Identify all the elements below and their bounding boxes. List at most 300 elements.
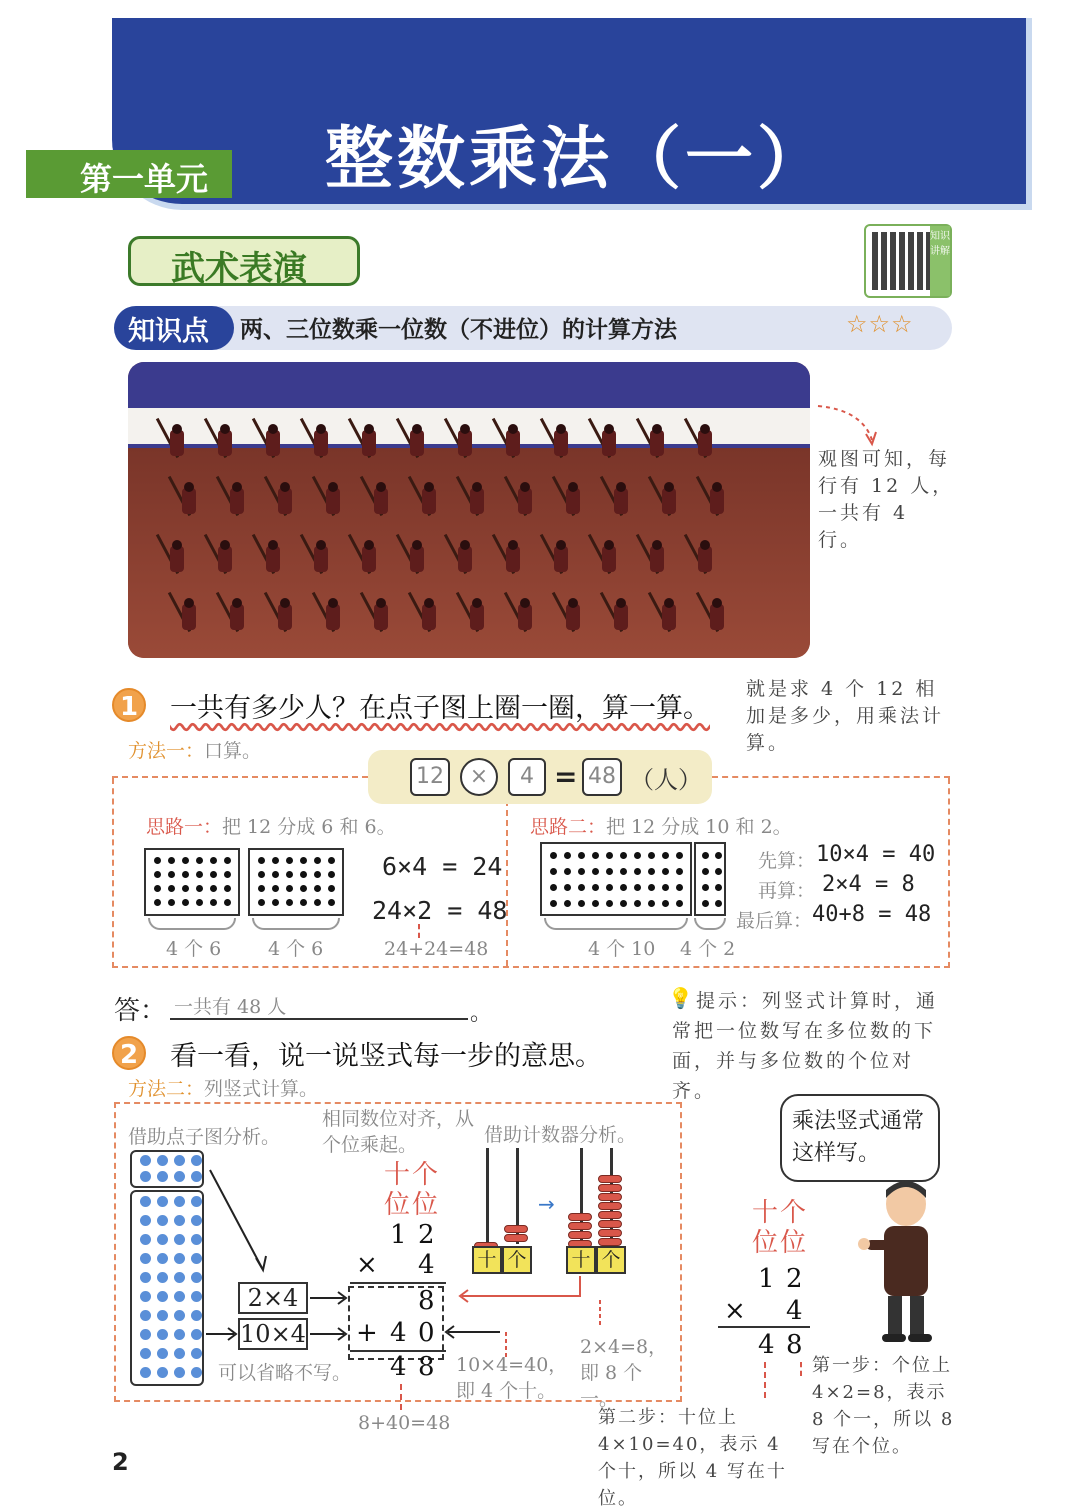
equation-a: 12 (410, 758, 450, 796)
step-2-label: 再算： (758, 880, 816, 902)
abacus-2-ten: 十 (566, 1246, 596, 1274)
dot-grid-6b (258, 857, 335, 906)
dot (620, 852, 627, 859)
performer-figure (320, 482, 346, 520)
dot (592, 852, 599, 859)
blue-dot (174, 1310, 185, 1321)
s-top-2: 2 (786, 1264, 803, 1294)
dot (182, 871, 189, 878)
qr-code[interactable] (864, 224, 952, 298)
dot (168, 871, 175, 878)
dot (592, 884, 599, 891)
method-one-label: 方法一： (128, 740, 205, 762)
stage-roof (128, 362, 810, 408)
step-3-label: 最后算： (736, 910, 813, 932)
place-one-char-1: 个 (412, 1160, 439, 1190)
answer-label: 答： (114, 996, 167, 1026)
dot (606, 884, 613, 891)
blue-dot (174, 1291, 185, 1302)
hint-text: 提示：列竖式计算时，通常把一位数写在多位数的下面，并与多位数的个位对齐。 (672, 990, 939, 1102)
ten-note: 10×4=40，即 4 个十。 (456, 1354, 568, 1402)
s-place-one-char-1: 个 (780, 1198, 807, 1228)
martial-arts-illustration (128, 362, 810, 658)
dot (300, 899, 307, 906)
performer-figure (176, 598, 202, 636)
performer-figure (560, 482, 586, 520)
dot (676, 868, 683, 875)
dot (578, 900, 585, 907)
performer-figure (704, 482, 730, 520)
dot (286, 885, 293, 892)
dot (272, 899, 279, 906)
place-ten-char-2: 位 (384, 1190, 411, 1220)
one-note: 2×4=8，即 8 个一。 (580, 1336, 668, 1410)
abacus-bead-ten (568, 1231, 592, 1239)
idea-one-label: 思路一： (146, 816, 223, 838)
performer-figure (416, 598, 442, 636)
performer-figure (224, 598, 250, 636)
s-times: × (724, 1296, 746, 1326)
abacus-1-rod-ten (486, 1148, 489, 1244)
abacus-bead-ten (568, 1222, 592, 1230)
abacus-bead-one (598, 1238, 622, 1246)
dot (272, 857, 279, 864)
performer-figure (260, 540, 286, 578)
brace-3-label: 4 个 10 (588, 938, 656, 960)
dot (182, 899, 189, 906)
dot (300, 857, 307, 864)
sum-arrow (418, 924, 420, 938)
performer-figure (512, 482, 538, 520)
dot (648, 900, 655, 907)
v-line-1 (350, 1282, 446, 1284)
dot-panel-2 (694, 842, 726, 916)
equation-result: 48 (582, 758, 622, 796)
v-plus: + (356, 1318, 378, 1348)
abacus-bead-one (598, 1220, 622, 1228)
question-1-number: 1 (112, 688, 146, 722)
dot (620, 900, 627, 907)
dot (592, 868, 599, 875)
blue-dot (140, 1310, 151, 1321)
blue-dot (140, 1291, 151, 1302)
idea-two-label: 思路二： (530, 816, 607, 838)
dot (258, 885, 265, 892)
lightbulb-icon: 💡 (668, 986, 693, 1010)
method-two (128, 1074, 318, 1101)
dot (676, 884, 683, 891)
box-top-right (712, 776, 950, 778)
brace-2 (252, 918, 340, 930)
dot (182, 857, 189, 864)
dot-grid-10 (550, 852, 683, 907)
dot-panel-10 (540, 842, 692, 916)
dot (300, 871, 307, 878)
speech-bubble: 乘法竖式通常这样写。 (780, 1094, 940, 1182)
s-r1: 4 (758, 1330, 775, 1360)
dot (715, 884, 722, 891)
dot (328, 857, 335, 864)
performer-figure (500, 424, 526, 462)
omit-note: 可以省略不写。 (218, 1362, 352, 1384)
dot (662, 900, 669, 907)
dot-panel-6b (248, 848, 344, 916)
box-2x4: 2×4 (238, 1282, 308, 1314)
performer-figure (608, 482, 634, 520)
dot (224, 899, 231, 906)
step-2: 2×4 = 8 (822, 872, 915, 897)
dot (634, 900, 641, 907)
note-arrow (812, 400, 882, 450)
performer-figure (464, 598, 490, 636)
s-top-1: 1 (758, 1264, 775, 1294)
performer-figure (692, 540, 718, 578)
dot (550, 852, 557, 859)
blue-dot (157, 1234, 168, 1245)
performer-figure (164, 540, 190, 578)
s-arrow-ten (764, 1362, 766, 1398)
method-two-label: 方法二： (128, 1078, 205, 1100)
dot (314, 871, 321, 878)
dot (258, 857, 265, 864)
step-1-note: 第一步：个位上 4×2=8，表示 8 个一，所以 8 写在个位。 (812, 1355, 955, 1457)
dot (168, 885, 175, 892)
dot (286, 899, 293, 906)
abacus-2-one: 个 (596, 1246, 626, 1274)
blue-dot (157, 1310, 168, 1321)
dot (715, 868, 722, 875)
dot (168, 899, 175, 906)
blue-dot (157, 1253, 168, 1264)
s-place-ten-char-2: 位 (752, 1228, 779, 1258)
sum-note: 8+40=48 (358, 1412, 451, 1434)
page-title: 整数乘法（一） (325, 120, 830, 199)
step-2-note: 第二步：十位上 4×10=40，表示 4 个十，所以 4 写在十位。 (598, 1407, 787, 1509)
step-1: 10×4 = 40 (816, 842, 936, 867)
dot (154, 857, 161, 864)
v-p2b: 0 (418, 1318, 435, 1348)
dot (676, 900, 683, 907)
v-top-2: 2 (418, 1220, 435, 1250)
blue-dot (174, 1234, 185, 1245)
blue-dot (140, 1329, 151, 1340)
qr-code-icon (872, 232, 930, 290)
blue-dot (157, 1272, 168, 1283)
dot (196, 885, 203, 892)
difficulty-stars: ☆☆☆ (846, 310, 914, 338)
dot (592, 900, 599, 907)
abacus-bead-one (504, 1225, 528, 1233)
dot (648, 852, 655, 859)
lesson-title: 武术表演 (128, 236, 360, 286)
s-place-one (780, 1198, 806, 1258)
v-r2: 8 (418, 1352, 435, 1382)
performer-figure (356, 540, 382, 578)
dot (606, 868, 613, 875)
dot (300, 885, 307, 892)
equation-b: 4 (508, 758, 546, 796)
dot (210, 857, 217, 864)
dot (702, 852, 709, 859)
dot (550, 868, 557, 875)
dot (224, 857, 231, 864)
dot (662, 868, 669, 875)
place-one-char-2: 位 (412, 1190, 439, 1220)
blue-dot (140, 1215, 151, 1226)
unit-tab: 第一单元 (26, 150, 232, 198)
abacus-bead-one (598, 1229, 622, 1237)
performer-figure (320, 598, 346, 636)
dot (578, 884, 585, 891)
blue-dot (140, 1234, 151, 1245)
dot (662, 884, 669, 891)
performer-figure (308, 424, 334, 462)
dot (620, 868, 627, 875)
performer-figure (656, 482, 682, 520)
idea-one-sum: 24+24=48 (384, 938, 489, 960)
performer-figure (596, 540, 622, 578)
performer-figure (644, 424, 670, 462)
dot (578, 852, 585, 859)
blue-dot (174, 1155, 185, 1166)
performer-figure (212, 540, 238, 578)
s-arrow-one (800, 1362, 802, 1376)
dot (328, 885, 335, 892)
method-one (128, 736, 261, 763)
dot (224, 871, 231, 878)
abacus-bead-one (598, 1211, 622, 1219)
dot (258, 871, 265, 878)
blue-dot (140, 1367, 151, 1378)
performer-figure (692, 424, 718, 462)
performer-figure (272, 482, 298, 520)
answer-value: 一共有 48 人 (174, 996, 287, 1018)
step-3: 40+8 = 48 (812, 902, 932, 927)
blue-dot-panel-top (130, 1150, 204, 1188)
blue-dot (174, 1171, 185, 1182)
dot (286, 871, 293, 878)
answer-line[interactable] (170, 992, 468, 1020)
blue-dot (157, 1171, 168, 1182)
performer-figure (452, 424, 478, 462)
dot (564, 884, 571, 891)
performer-figure (176, 482, 202, 520)
dot (210, 871, 217, 878)
performer-figure (416, 482, 442, 520)
dot (286, 857, 293, 864)
s-line (718, 1326, 810, 1328)
performer-figure (644, 540, 670, 578)
dot (702, 884, 709, 891)
dot (314, 899, 321, 906)
performer-figure (548, 424, 574, 462)
performer-figure (560, 598, 586, 636)
idea-two (530, 812, 792, 839)
question-2-text: 看一看，说一说竖式每一步的意思。 (170, 1041, 602, 1072)
blue-dot (140, 1155, 151, 1166)
dot (168, 857, 175, 864)
dot (272, 885, 279, 892)
brace-1 (148, 918, 236, 930)
equation-unit: （人） (630, 766, 702, 794)
dot (154, 871, 161, 878)
blue-dot (157, 1348, 168, 1359)
idea-one-text: 把 12 分成 6 和 6。 (222, 816, 396, 838)
blue-dot-panel-bottom (130, 1190, 204, 1386)
blue-dot (174, 1348, 185, 1359)
method-one-value: 口算。 (204, 740, 262, 762)
s-mult: 4 (786, 1296, 803, 1326)
blue-dot (140, 1171, 151, 1182)
knowledge-tag: 知识点 (114, 306, 234, 350)
v-r1: 4 (390, 1352, 407, 1382)
dot (715, 900, 722, 907)
performer-figure (596, 424, 622, 462)
idea-two-text: 把 12 分成 10 和 2。 (606, 816, 792, 838)
blue-dot-grid-top (140, 1155, 202, 1182)
dot (314, 885, 321, 892)
dot (620, 884, 627, 891)
dot (210, 885, 217, 892)
abacus-bead-one (598, 1202, 622, 1210)
performer-figure (404, 424, 430, 462)
performer-figure (224, 482, 250, 520)
performer-figure (212, 424, 238, 462)
blue-dot (157, 1367, 168, 1378)
place-ten-char-1: 十 (384, 1160, 411, 1190)
dot (182, 885, 189, 892)
dot (715, 852, 722, 859)
performer-figure (260, 424, 286, 462)
idea-one-calc-1: 6×4 = 24 (382, 852, 503, 881)
box-top-left (112, 776, 368, 778)
sum-arrow-2 (400, 1384, 402, 1410)
performer-figure (368, 598, 394, 636)
blue-dot-grid-bottom (140, 1196, 202, 1378)
dot (564, 852, 571, 859)
dot (154, 899, 161, 906)
box-10x4: 10×4 (238, 1318, 308, 1350)
box-divider (506, 800, 508, 966)
performer-figure (656, 598, 682, 636)
question-1-note: 就是求 4 个 12 相加是多少，用乘法计算。 (746, 678, 945, 754)
equation-operator: × (460, 758, 498, 796)
v-mult: 4 (418, 1250, 435, 1280)
method-two-value: 列竖式计算。 (204, 1078, 319, 1100)
abacus-bead-one (504, 1234, 528, 1242)
dot (648, 884, 655, 891)
s-place-ten-char-1: 十 (752, 1198, 779, 1228)
abacus-1-ten: 十 (472, 1246, 502, 1274)
abacus-note: 借助计数器分析。 (484, 1124, 637, 1146)
brace-1-label: 4 个 6 (166, 938, 222, 960)
dot (578, 868, 585, 875)
dot (634, 884, 641, 891)
v-p2a: 4 (390, 1318, 407, 1348)
answer-end: 。 (470, 1001, 493, 1026)
dot (702, 900, 709, 907)
performer-figure (452, 540, 478, 578)
question-1-text: 一共有多少人？在点子图上圈一圈，算一算。 (170, 693, 710, 724)
step-1-label: 先算： (758, 850, 816, 872)
dot (550, 884, 557, 891)
dot (606, 900, 613, 907)
dot (676, 852, 683, 859)
blue-dot (174, 1329, 185, 1340)
dot (550, 900, 557, 907)
performer-figure (500, 540, 526, 578)
blue-dot (174, 1215, 185, 1226)
v-times: × (356, 1250, 378, 1280)
dot (314, 857, 321, 864)
performer-figure (164, 424, 190, 462)
blue-dot (157, 1329, 168, 1340)
blue-dot (174, 1196, 185, 1207)
dot (196, 857, 203, 864)
dot (564, 868, 571, 875)
performer-figure (608, 598, 634, 636)
question-2-number: 2 (112, 1036, 146, 1070)
illustration-note: 观图可知，每行有 12 人，一共有 4 行。 (818, 448, 955, 551)
abacus-bead-one (598, 1175, 622, 1183)
abacus-1-one: 个 (502, 1246, 532, 1274)
dot-panel-6a (144, 848, 240, 916)
dot (606, 852, 613, 859)
s-place-one-char-2: 位 (780, 1228, 807, 1258)
dot (258, 899, 265, 906)
dot (272, 871, 279, 878)
dot (154, 885, 161, 892)
place-ten-label (384, 1160, 410, 1220)
align-note: 相同数位对齐，从个位乘起。 (322, 1108, 475, 1156)
knowledge-text: 两、三位数乘一位数（不进位）的计算方法 (240, 317, 677, 343)
dot (224, 885, 231, 892)
brace-3 (544, 918, 688, 930)
dot (702, 868, 709, 875)
idea-one-calc-2: 24×2 = 48 (372, 896, 508, 925)
qr-label: 知识讲解 (930, 226, 950, 296)
performer-figure (464, 482, 490, 520)
idea-one (146, 812, 396, 839)
dot (210, 899, 217, 906)
dot (648, 868, 655, 875)
dot (328, 899, 335, 906)
abacus-bead-ten (568, 1213, 592, 1221)
dot (662, 852, 669, 859)
blue-dot (157, 1215, 168, 1226)
abacus-bead-one (598, 1184, 622, 1192)
page-number: 2 (112, 1448, 129, 1476)
performer-figure (548, 540, 574, 578)
brace-4-label: 4 个 2 (680, 938, 736, 960)
v-top-1: 1 (390, 1220, 407, 1250)
blue-dot (140, 1253, 151, 1264)
dot-grid-2 (702, 852, 722, 907)
dot (196, 899, 203, 906)
blue-dot (140, 1196, 151, 1207)
performer-figure (704, 598, 730, 636)
dot (196, 871, 203, 878)
place-one-label (412, 1160, 438, 1220)
blue-dot (157, 1155, 168, 1166)
v-p1: 8 (418, 1286, 435, 1316)
dot (634, 868, 641, 875)
dot (564, 900, 571, 907)
performer-figure (272, 598, 298, 636)
performer-figure (512, 598, 538, 636)
performer-figure (356, 424, 382, 462)
abacus-bead-one (598, 1193, 622, 1201)
